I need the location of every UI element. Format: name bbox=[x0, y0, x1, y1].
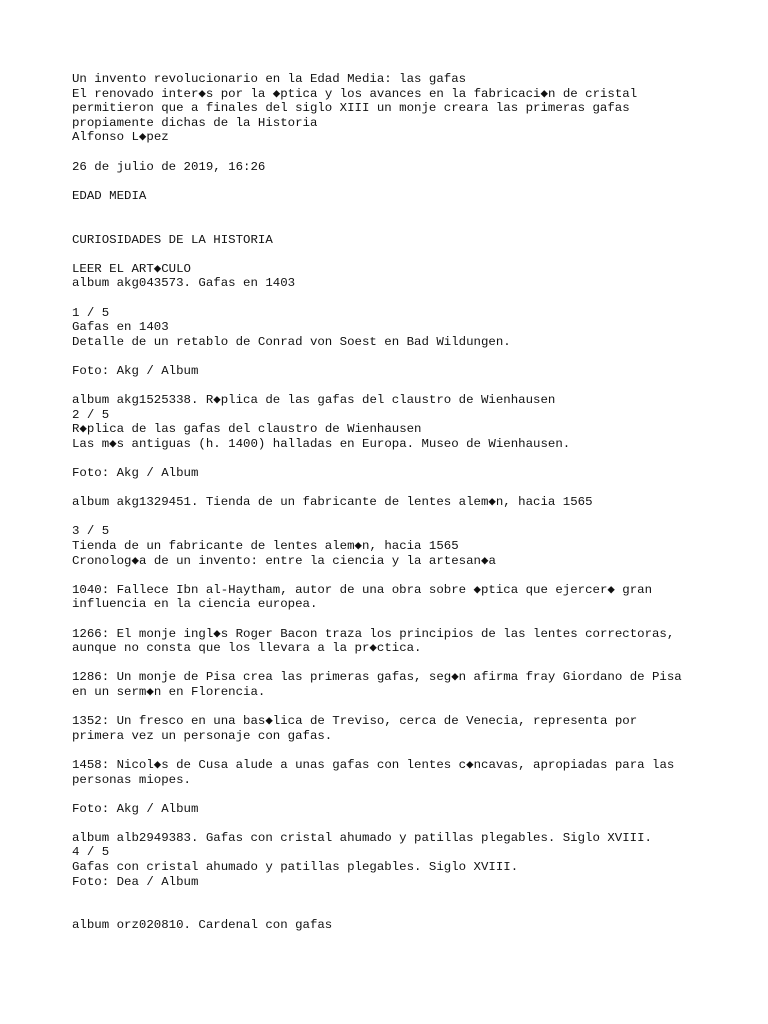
timeline-entry-line: 1352: Un fresco en una bas◆lica de Treviso, cerca de Venecia, representa por bbox=[72, 714, 638, 729]
gallery-counter: 3 / 5 bbox=[72, 524, 110, 539]
read-article-link[interactable]: LEER EL ART◆CULO bbox=[72, 261, 191, 276]
spacer bbox=[72, 510, 712, 525]
article-document bbox=[72, 72, 712, 933]
gallery-credit: Foto: Akg / Album bbox=[72, 801, 199, 816]
timeline-entry-line: personas miopes. bbox=[72, 772, 191, 787]
gallery-title: Gafas con cristal ahumado y patillas plegables. Siglo XVIII. bbox=[72, 860, 519, 875]
gallery-title: Tienda de un fabricante de lentes alem◆n, hacia 1565 bbox=[72, 539, 459, 553]
gallery-counter: 4 / 5 bbox=[72, 845, 110, 860]
timeline-entry-line: 1266: El monje ingl◆s Roger Bacon traza los principios de las lentes correctoras, bbox=[72, 626, 675, 641]
gallery-counter: 2 / 5 bbox=[72, 407, 110, 422]
spacer bbox=[72, 247, 712, 262]
article-title: Un invento revolucionario en la Edad Media: las gafas bbox=[72, 72, 467, 86]
article-subtitle-line: propiamente dichas de la Historia bbox=[72, 115, 318, 130]
timeline-entry-line: aunque no consta que los llevara a la pr◆ctica. bbox=[72, 641, 422, 656]
section-link[interactable]: CURIOSIDADES DE LA HISTORIA bbox=[72, 232, 273, 247]
spacer bbox=[72, 743, 712, 758]
timeline-entry-line: influencia en la ciencia europea. bbox=[72, 597, 318, 612]
gallery-caption: Las m◆s antiguas (h. 1400) halladas en Europa. Museo de Wienhausen. bbox=[72, 436, 571, 451]
spacer bbox=[72, 203, 712, 232]
spacer bbox=[72, 656, 712, 671]
gallery-title: Gafas en 1403 bbox=[72, 320, 169, 335]
article-author: Alfonso L◆pez bbox=[72, 130, 169, 145]
gallery-album-line: album akg043573. Gafas en 1403 bbox=[72, 276, 296, 291]
gallery-caption: Detalle de un retablo de Conrad von Soest en Bad Wildungen. bbox=[72, 334, 511, 349]
timeline-entry-line: primera vez un personaje con gafas. bbox=[72, 728, 333, 743]
gallery-credit: Foto: Dea / Album bbox=[72, 874, 199, 889]
timeline-entry-line: 1040: Fallece Ibn al-Haytham, autor de una obra sobre ◆ptica que ejercer◆ gran bbox=[72, 582, 653, 597]
spacer bbox=[72, 568, 712, 583]
spacer bbox=[72, 145, 712, 160]
article-subtitle-line: permitieron que a finales del siglo XIII un monje creara las primeras gafas bbox=[72, 101, 630, 116]
gallery-album-line: album orz020810. Cardenal con gafas bbox=[72, 918, 333, 933]
gallery-credit: Foto: Akg / Album bbox=[72, 363, 199, 378]
spacer bbox=[72, 174, 712, 189]
spacer bbox=[72, 700, 712, 715]
gallery-album-line: album alb2949383. Gafas con cristal ahumado y patillas plegables. Siglo XVIII. bbox=[72, 830, 652, 845]
spacer bbox=[72, 787, 712, 802]
gallery-counter: 1 / 5 bbox=[72, 305, 110, 320]
spacer bbox=[72, 451, 712, 466]
gallery-credit: Foto: Akg / Album bbox=[72, 466, 199, 481]
timeline-entry-line: 1286: Un monje de Pisa crea las primeras gafas, seg◆n afirma fray Giordano de Pisa bbox=[72, 670, 682, 685]
spacer bbox=[72, 291, 712, 306]
spacer bbox=[72, 378, 712, 393]
article-subtitle-line: El renovado inter◆s por la ◆ptica y los avances en la fabricaci◆n de cristal bbox=[72, 86, 638, 101]
spacer bbox=[72, 481, 712, 496]
timeline-entry-line: en un serm◆n en Florencia. bbox=[72, 684, 266, 699]
category-link[interactable]: EDAD MEDIA bbox=[72, 188, 147, 203]
gallery-title: R◆plica de las gafas del claustro de Wienhausen bbox=[72, 422, 422, 437]
gallery-album-line: album akg1329451. Tienda de un fabricante de lentes alem◆n, hacia 1565 bbox=[72, 495, 593, 510]
spacer bbox=[72, 889, 712, 918]
spacer bbox=[72, 612, 712, 627]
gallery-caption: Cronolog◆a de un invento: entre la ciencia y la artesan◆a bbox=[72, 553, 496, 568]
timeline-entry-line: 1458: Nicol◆s de Cusa alude a unas gafas con lentes c◆ncavas, apropiadas para las bbox=[72, 757, 675, 772]
spacer bbox=[72, 349, 712, 364]
spacer bbox=[72, 816, 712, 831]
gallery-album-line: album akg1525338. R◆plica de las gafas del claustro de Wienhausen bbox=[72, 393, 556, 408]
article-date: 26 de julio de 2019, 16:26 bbox=[72, 159, 266, 174]
